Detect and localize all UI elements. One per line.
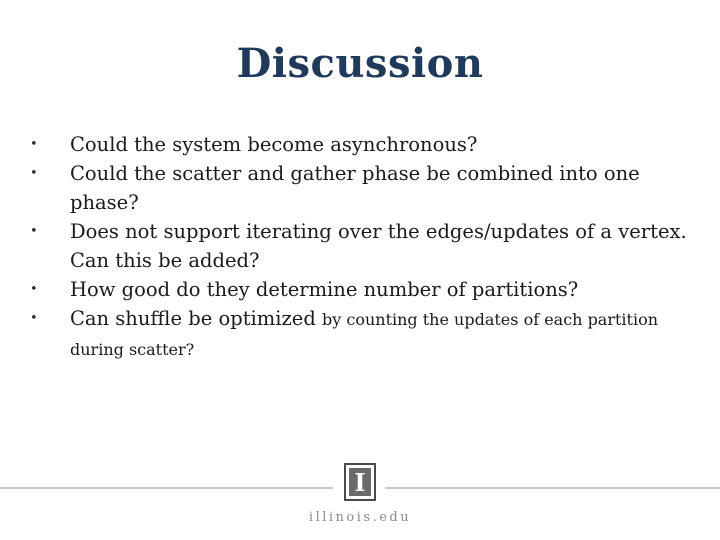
logo-letter: I (354, 468, 366, 497)
bullet-item (30, 217, 700, 275)
bullet-marker: • (30, 166, 38, 181)
bullet-text: Could the system become asynchronous? (70, 133, 478, 156)
slide-title: Discussion (236, 40, 484, 87)
bullet-marker: • (30, 224, 38, 239)
bullet-text: Can shuffle be optimized (70, 307, 322, 330)
bullet-item (30, 159, 700, 217)
bullet-text: How good do they determine number of partitions? (70, 278, 579, 301)
bullet-list (30, 130, 700, 364)
bullet-text-small: by counting the updates of each partition during scatter? (70, 310, 659, 359)
bullet-marker: • (30, 311, 38, 326)
bullet-marker: • (30, 137, 38, 152)
footer-url: illinois.edu (308, 510, 412, 525)
bullet-item (30, 275, 700, 304)
footer-divider-right (385, 487, 720, 489)
bullet-text: Could the scatter and gather phase be combined into one phase? (70, 162, 640, 214)
bullet-marker: • (30, 282, 38, 297)
bullet-item (30, 304, 700, 364)
footer-divider-left (0, 487, 333, 489)
bullet-text: Does not support iterating over the edges/updates of a vertex. Can this be added? (70, 220, 687, 272)
bullet-item (30, 130, 700, 159)
university-logo-icon (344, 463, 376, 501)
